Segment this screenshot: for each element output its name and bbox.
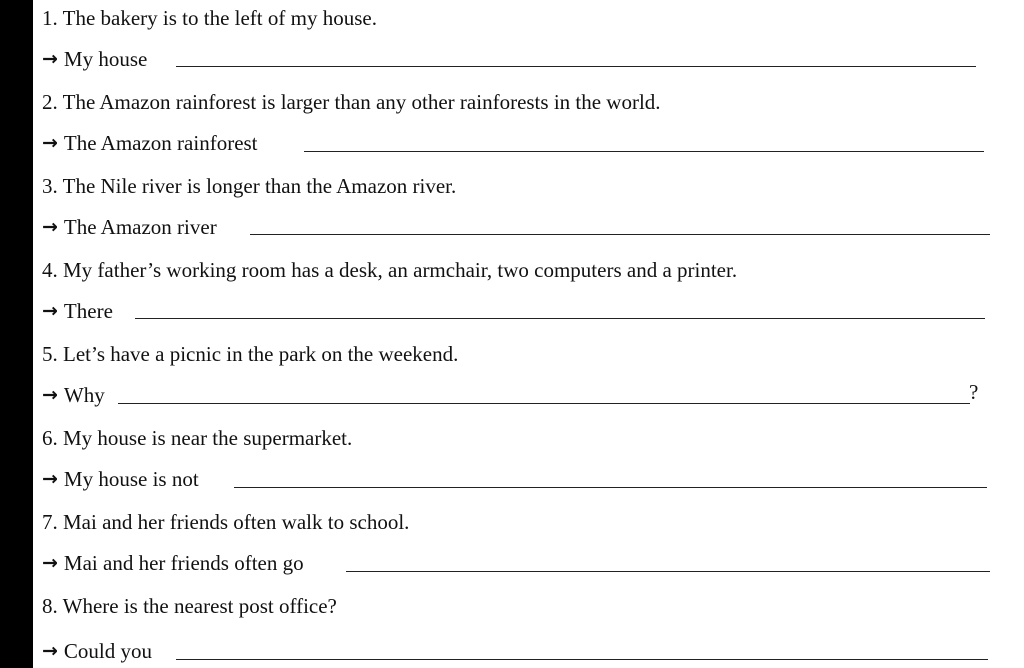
arrow-icon: → <box>42 300 58 322</box>
question-7-text: 7. Mai and her friends often walk to school. <box>42 510 410 534</box>
answer-1-prompt: My house <box>63 47 148 71</box>
answer-row-6 <box>42 461 199 491</box>
question-6 <box>42 420 352 450</box>
answer-row-1 <box>42 41 147 71</box>
question-8 <box>42 588 337 618</box>
answer-6-blank[interactable] <box>234 487 987 488</box>
question-1 <box>42 0 377 30</box>
answer-row-2 <box>42 125 258 155</box>
answer-2-prompt: The Amazon rainforest <box>63 131 258 155</box>
question-2-text: 2. The Amazon rainforest is larger than any other rainforests in the world. <box>42 90 661 114</box>
answer-6-prompt: My house is not <box>63 467 199 491</box>
answer-5-blank[interactable] <box>118 403 970 404</box>
left-black-border <box>0 0 33 668</box>
answer-8-prompt: Could you <box>63 639 153 663</box>
answer-7-prompt: Mai and her friends often go <box>63 551 304 575</box>
answer-row-4 <box>42 293 113 323</box>
question-7 <box>42 504 409 534</box>
question-2 <box>42 84 661 114</box>
question-5 <box>42 336 458 366</box>
question-6-text: 6. My house is near the supermarket. <box>42 426 353 450</box>
question-3 <box>42 168 456 198</box>
answer-5-question-mark: ? <box>969 380 979 404</box>
answer-7-blank[interactable] <box>346 571 990 572</box>
question-1-text: 1. The bakery is to the left of my house. <box>42 6 377 30</box>
arrow-icon: → <box>42 216 58 238</box>
answer-row-8 <box>42 633 152 663</box>
arrow-icon: → <box>42 468 58 490</box>
answer-3-blank[interactable] <box>250 234 990 235</box>
arrow-icon: → <box>42 48 58 70</box>
arrow-icon: → <box>42 132 58 154</box>
answer-3-prompt: The Amazon river <box>63 215 217 239</box>
answer-row-5 <box>42 377 105 407</box>
answer-row-3 <box>42 209 217 239</box>
question-5-text: 5. Let’s have a picnic in the park on the weekend. <box>42 342 459 366</box>
arrow-icon: → <box>42 640 58 662</box>
question-8-text: 8. Where is the nearest post office? <box>42 594 337 618</box>
answer-4-prompt: There <box>63 299 113 323</box>
answer-1-blank[interactable] <box>176 66 976 67</box>
answer-8-blank[interactable] <box>176 659 988 660</box>
answer-5-prompt: Why <box>63 383 105 407</box>
answer-4-blank[interactable] <box>135 318 985 319</box>
question-3-text: 3. The Nile river is longer than the Amazon river. <box>42 174 457 198</box>
question-4-text: 4. My father’s working room has a desk, an armchair, two computers and a printer. <box>42 258 738 282</box>
answer-row-7 <box>42 545 304 575</box>
question-4 <box>42 252 737 282</box>
arrow-icon: → <box>42 552 58 574</box>
answer-2-blank[interactable] <box>304 151 984 152</box>
arrow-icon: → <box>42 384 58 406</box>
